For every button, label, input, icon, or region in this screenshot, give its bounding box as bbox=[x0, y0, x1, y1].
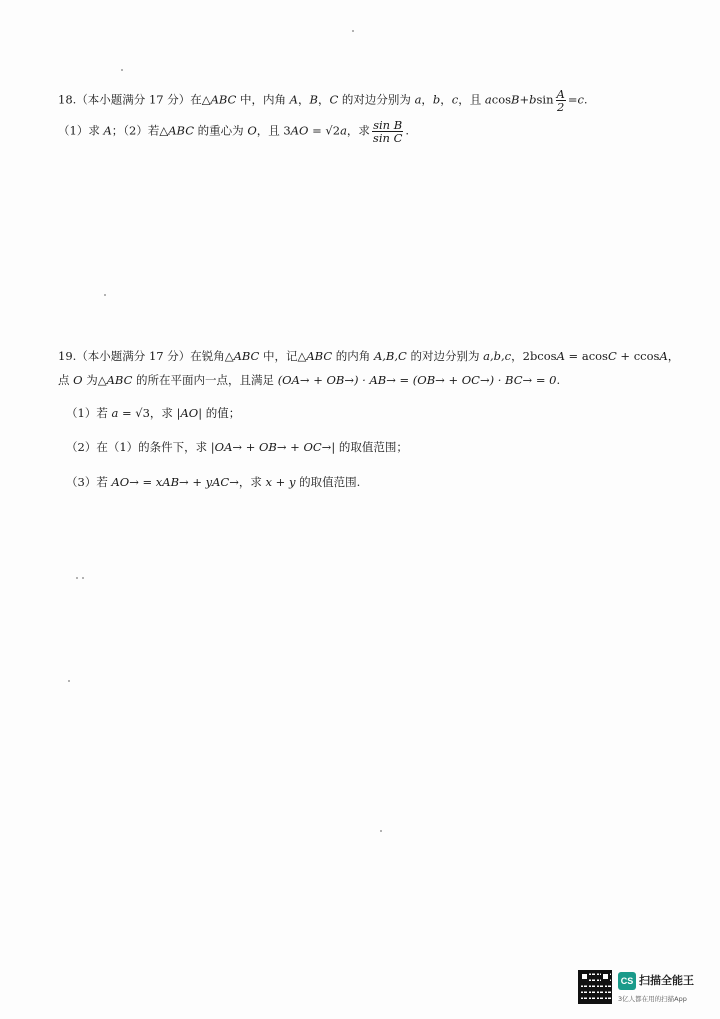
problem-18-questions: （1）求 A；（2）若△ABC 的重心为 O，且 3AO = √2a，求 $\frac{\text{sin B}}{\text{sin C}}$ . bbox=[58, 118, 410, 146]
problem-19 bbox=[58, 347, 678, 491]
scanner-brand-name: 扫描全能王 bbox=[639, 974, 694, 987]
scan-speck bbox=[380, 830, 382, 832]
fraction-sinb-over-sinc: $\frac{\text{sin B}}{\text{sin C}}$ bbox=[372, 118, 403, 146]
scan-speck bbox=[104, 294, 106, 296]
problem-18 bbox=[58, 88, 678, 144]
qr-code-icon bbox=[578, 970, 612, 1004]
problem-19-part-1: （1）若 a = √3，求 |AO| 的值； bbox=[66, 405, 241, 420]
problem-19-part-2: （2）在（1）的条件下，求 |OA→ + OB→ + OC→| 的取值范围； bbox=[66, 440, 408, 455]
problem-19-statement: 19.（本小题满分 17 分）在锐角△ABC 中，记△ABC 的内角 A,B,C 的对边分别为 a,b,c，2bcosA = acosC + ccosA， bbox=[58, 349, 680, 363]
scan-speck bbox=[82, 577, 84, 579]
problem-19-condition: 点 O 为△ABC 的所在平面内一点，且满足 (OA→ + OB→) · AB→ = (OB→ + OC→) · BC→ = 0. bbox=[58, 373, 561, 388]
scan-speck bbox=[352, 30, 354, 32]
fraction-a-over-2: $\frac{A}{2}$ bbox=[556, 87, 565, 115]
problem-18-statement: 18.（本小题满分 17 分）在△ABC 中，内角 A，B，C 的对边分别为 a，b，c，且 acosB+bsin $\frac{A}{2}$ =c. bbox=[58, 87, 588, 115]
scanner-watermark bbox=[578, 970, 710, 1010]
scan-speck bbox=[121, 69, 123, 71]
scan-speck bbox=[76, 577, 78, 579]
problem-19-part-3: （3）若 AO→ = xAB→ + yAC→，求 x + y 的取值范围. bbox=[66, 474, 361, 489]
scanner-tagline: 3亿人都在用的扫描App bbox=[618, 995, 687, 1003]
scan-speck bbox=[68, 680, 70, 682]
camscanner-logo-icon: CS bbox=[618, 972, 636, 990]
